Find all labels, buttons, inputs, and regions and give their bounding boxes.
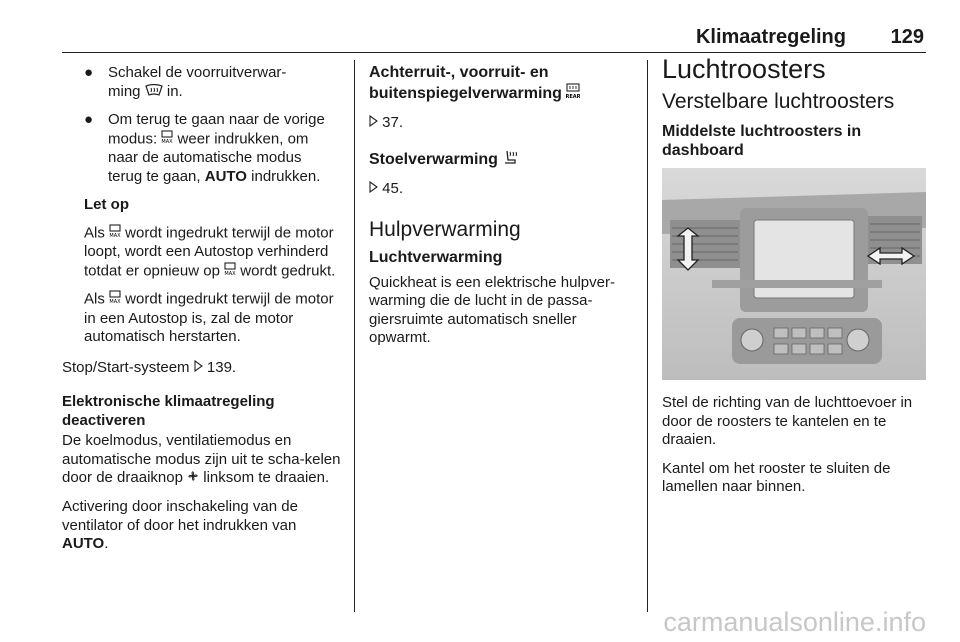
max-defrost-icon <box>224 262 236 282</box>
paragraph-direction: Stel de richting van de luchttoevoer in door de roosters te kantelen en te draaien. <box>662 394 913 448</box>
page-number: 129 <box>890 26 924 48</box>
bullet-dot: ● <box>84 111 94 129</box>
reference-37: 37. <box>369 114 631 133</box>
svg-text:MAX: MAX <box>109 232 121 238</box>
stop-start-reference: Stop/Start-systeem 139. <box>62 358 237 376</box>
max-defrost-icon <box>161 130 173 150</box>
note-paragraph-2: Als MAX wordt ingedrukt terwijl de motor in een Autostop is, zal de motor automatisch herstarten. <box>84 290 334 346</box>
column-divider-2 <box>647 60 648 612</box>
svg-text:MAX: MAX <box>224 270 236 276</box>
column-left <box>62 64 342 564</box>
note-title: Let op <box>84 196 129 214</box>
paragraph-close: Kantel om het rooster te sluiten de lamellen naar binnen. <box>662 459 891 495</box>
max-defrost-icon <box>109 224 121 244</box>
section-paragraph-1: De koelmodus, ventilatiemodus en automatische modus zijn uit te scha-kelen door de draaiknop linksom te draaien. <box>62 432 341 487</box>
page-reference-icon <box>194 359 203 378</box>
fan-icon <box>187 469 199 488</box>
svg-text:MAX: MAX <box>161 138 173 144</box>
paragraph-quickheat: Quickheat is een elektrische hulpver-warming die de lucht in de passa-giersruimte automatisch sneller opwarmt. <box>369 273 615 347</box>
watermark: carmanualsonline.info <box>663 607 926 637</box>
heading-seat-heating: Stoelverwarming <box>369 149 631 171</box>
section-deactivate <box>62 393 342 553</box>
page-reference-icon <box>369 180 378 199</box>
column-divider-1 <box>354 60 355 612</box>
max-defrost-icon <box>109 290 121 310</box>
heading-luchtverwarming: Luchtverwarming <box>369 249 503 267</box>
header-title: Klimaatregeling <box>695 26 846 48</box>
svg-text:MAX: MAX <box>109 299 121 305</box>
page-reference-icon <box>369 114 378 133</box>
dashboard-vents-photo <box>662 168 926 380</box>
bullet-windscreen: ● Schakel de voorruitverwar- ming in. <box>84 64 287 100</box>
page-header <box>62 24 926 53</box>
column-middle <box>369 64 631 358</box>
seat-heat-icon <box>502 149 518 171</box>
svg-text:REAR: REAR <box>566 93 581 99</box>
windscreen-heat-icon <box>145 83 163 102</box>
heading-rear-window-heating: Achterruit-, voorruit- en buitenspiegelverwarming REAR <box>369 64 631 104</box>
heading-luchtroosters: Luchtroosters <box>662 54 826 84</box>
column-right <box>662 54 928 507</box>
heading-verstelbare-luchtroosters: Verstelbare luchtroosters <box>662 89 895 113</box>
section-paragraph-2: Activering door inschakeling van de ventilator of door het indrukken van AUTO. <box>62 498 298 553</box>
note-paragraph-1: Als MAX wordt ingedrukt terwijl de motor loopt, wordt een Autostop verhinderd totdat er opnieuw op MAX wordt gedrukt. <box>84 224 336 280</box>
bullet-previous-mode: ● Om terug te gaan naar de vorige modus: MAX weer indrukken, om naar de automatische modus terug te gaan, AUTO indrukken. <box>84 111 325 185</box>
note-block <box>62 196 342 347</box>
bullet-dot: ● <box>84 64 94 81</box>
section-title: Elektronische klimaatregeling deactiveren <box>62 393 275 429</box>
heading-middelste-luchtroosters: Middelste luchtroosters in dashboard <box>662 123 862 159</box>
reference-45: 45. <box>369 180 631 199</box>
rear-window-heat-icon <box>566 83 580 105</box>
heading-hulpverwarming: Hulpverwarming <box>369 217 521 241</box>
